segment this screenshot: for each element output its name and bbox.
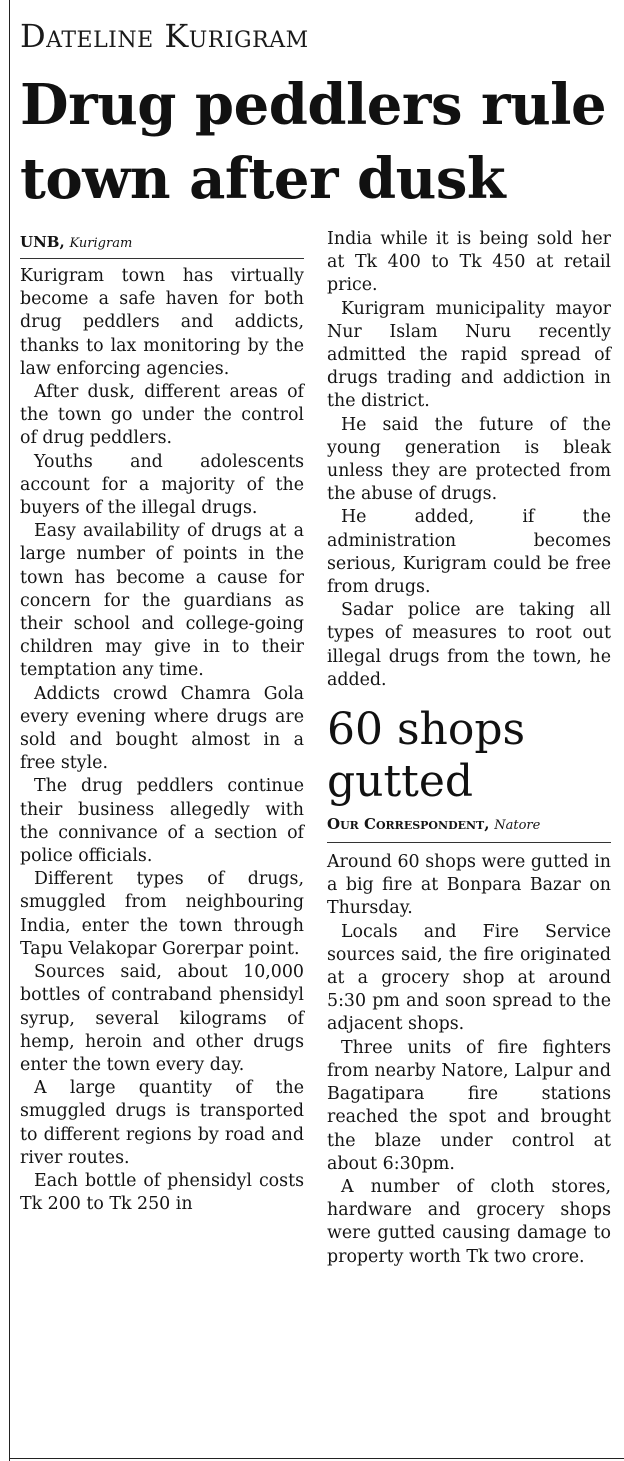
article-paragraph: Kurigram town has virtually become a safe haven for both drug peddlers and addicts, thanks to lax monitoring by the law enforcing agencies. <box>20 266 304 379</box>
article-paragraph: Each bottle of phensidyl costs Tk 200 to Tk 250 in <box>20 1170 304 1215</box>
byline-agency: Our Correspondent, <box>327 815 490 834</box>
byline-place: Kurigram <box>69 236 133 251</box>
byline-agency: UNB, <box>20 233 65 251</box>
article-headline: Drug peddlers rule town after dusk <box>20 72 607 212</box>
article-paragraph: Addicts crowd Chamra Gola every evening where drugs are sold and bought almost in a free style. <box>20 683 304 774</box>
article-paragraph: Sources said, about 10,000 bottles of contraband phensidyl syrup, several kilograms of hemp, heroin and other drugs enter the town every day. <box>20 962 304 1075</box>
article-column-left <box>20 232 304 1216</box>
article-paragraph: The drug peddlers continue their business allegedly with the connivance of a section of police officials. <box>20 776 304 867</box>
byline-place: Natore <box>494 818 541 834</box>
section-kicker: Dateline Kurigram <box>20 17 309 55</box>
article-paragraph: Different types of drugs, smuggled from neighbouring India, enter the town through Tapu Velakopar Gorerpar point. <box>20 869 304 959</box>
article-paragraph: After dusk, different areas of the town go under the control of drug peddlers. <box>20 382 304 449</box>
second-article-byline <box>327 814 611 843</box>
bottom-rule <box>9 1458 624 1459</box>
article-paragraph: He added, if the administration becomes serious, Kurigram could be free from drugs. <box>327 507 611 598</box>
article-paragraph: India while it is being sold her at Tk 400 to Tk 450 at retail price. <box>327 229 611 296</box>
article-paragraph: Easy availability of drugs at a large number of points in the town has become a cause for concern for the guardians as their school and college-going children may give in to their temptation any time. <box>20 521 304 681</box>
article-paragraph: Around 60 shops were gutted in a big fire at Bonpara Bazar on Thursday. <box>327 852 611 919</box>
article-byline <box>20 232 304 259</box>
article-paragraph: Sadar police are taking all types of measures to root out illegal drugs from the town, he added. <box>327 600 611 690</box>
second-article-headline: 60 shops gutted <box>327 704 526 808</box>
article-paragraph: Three units of fire fighters from nearby Natore, Lalpur and Bagatipara fire stations reached the spot and brought the blaze under control at about 6:30pm. <box>327 1037 611 1174</box>
article-paragraph: Locals and Fire Service sources said, the fire originated at a grocery shop at around 5:30 pm and soon spread to the adjacent shops. <box>327 921 611 1035</box>
left-column-rule <box>9 0 10 1461</box>
article-paragraph: A large quantity of the smuggled drugs is transported to different regions by road and river routes. <box>20 1078 304 1168</box>
article-paragraph: A number of cloth stores, hardware and grocery shops were gutted causing damage to property worth Tk two crore. <box>327 1176 611 1267</box>
article-paragraph: He said the future of the young generation is bleak unless they are protected from the abuse of drugs. <box>327 414 611 505</box>
article-column-right <box>327 228 611 1269</box>
article-paragraph: Youths and adolescents account for a majority of the buyers of the illegal drugs. <box>20 451 304 519</box>
article-paragraph: Kurigram municipality mayor Nur Islam Nuru recently admitted the rapid spread of drugs trading and addiction in the district. <box>327 298 611 412</box>
